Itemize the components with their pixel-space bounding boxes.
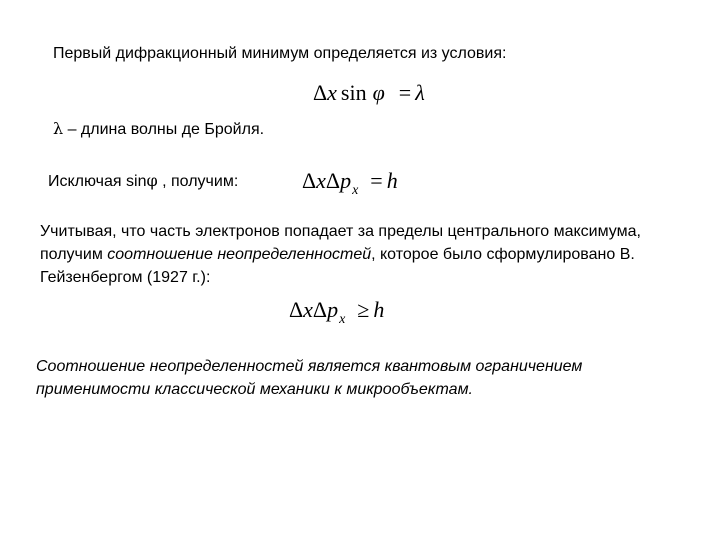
delta-symbol: Δ	[289, 297, 304, 322]
momentum-relation-formula	[302, 168, 398, 198]
paragraph-text-1: Учитывая, что часть электронов попадает за пределы центрального максимума, получим	[40, 223, 641, 263]
uncertainty-term: соотношение неопределенностей	[107, 246, 372, 263]
excluding-sin-sentence	[48, 171, 238, 192]
var-lambda: λ	[415, 80, 425, 105]
paragraph-text-2: , которое было сформулировано В. Гейзенбергом (1927 г.):	[40, 246, 635, 286]
equals-sign: =	[370, 168, 383, 193]
geq-sign: ≥	[357, 297, 370, 322]
var-phi: φ	[372, 80, 385, 105]
subscript-x: x	[352, 183, 359, 198]
var-x: x	[316, 168, 326, 193]
var-h: h	[373, 297, 385, 322]
diffraction-condition-formula	[313, 80, 425, 106]
var-x: x	[327, 80, 337, 105]
heisenberg-paragraph	[40, 220, 680, 289]
intro-sentence: Первый дифракционный минимум определяется из условия:	[53, 45, 507, 62]
delta-symbol: Δ	[313, 80, 328, 105]
equals-sign: =	[398, 80, 412, 105]
sin-function: sin	[340, 80, 367, 105]
conclusion-paragraph: Соотношение неопределенностей является квантовым ограничением применимости классической механики к микрообъектам.	[36, 358, 583, 398]
result-text: , получим:	[157, 173, 239, 190]
var-x: x	[303, 297, 313, 322]
lambda-definition-text: – длина волны де Бройля.	[63, 121, 265, 138]
subscript-x: x	[339, 312, 346, 327]
delta-symbol: Δ	[325, 168, 341, 193]
lambda-symbol: λ	[53, 119, 64, 138]
phi-symbol: φ	[146, 171, 158, 190]
var-p: p	[327, 297, 339, 322]
var-p: p	[340, 168, 352, 193]
delta-symbol: Δ	[312, 297, 328, 322]
var-h: h	[386, 168, 398, 193]
excluding-text: Исключая sin	[48, 173, 147, 190]
lambda-definition	[53, 119, 264, 140]
uncertainty-inequality-formula	[289, 297, 384, 327]
delta-symbol: Δ	[302, 168, 317, 193]
